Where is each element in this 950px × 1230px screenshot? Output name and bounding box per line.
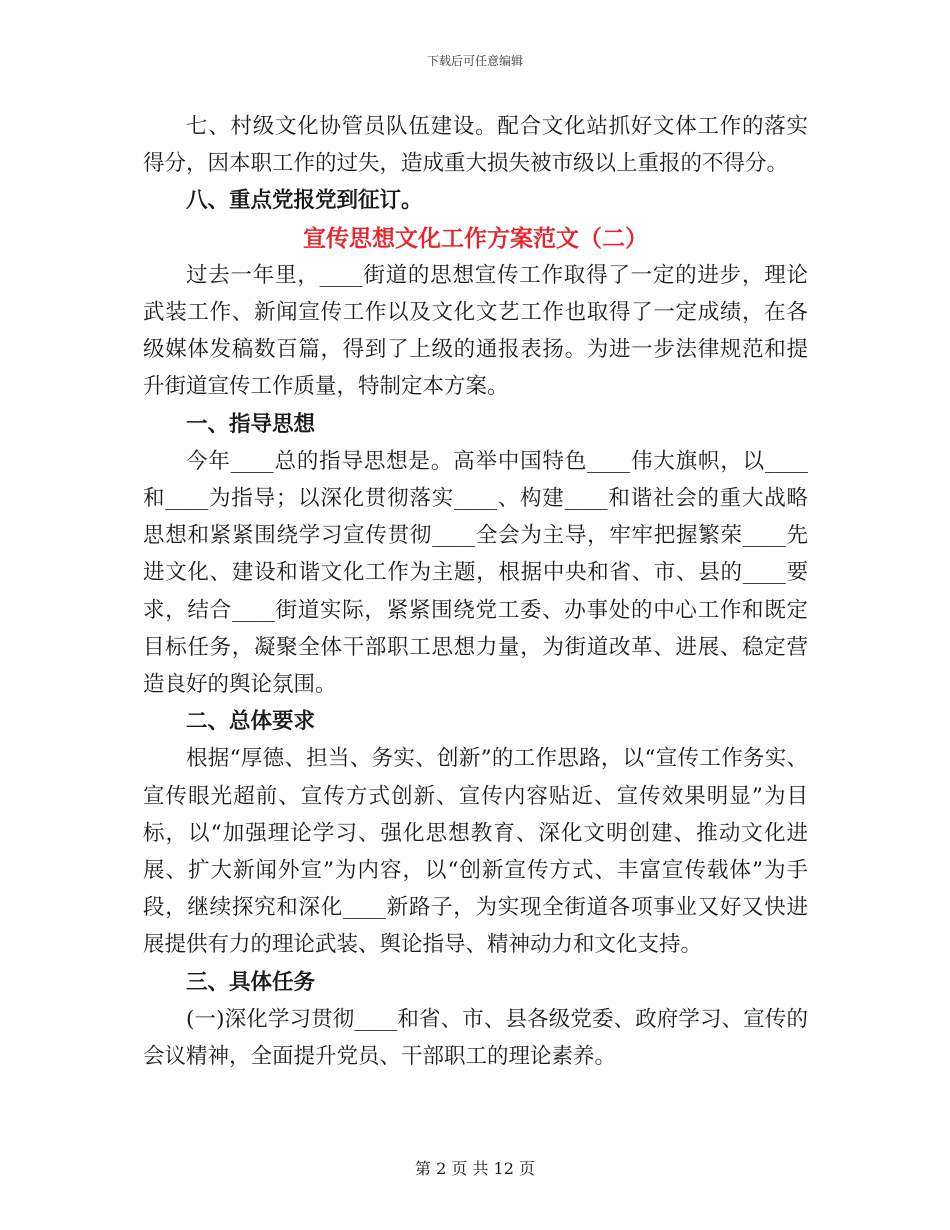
paragraph-overall-requirements: 根据“厚德、担当、务实、创新”的工作思路，以“宣传工作务实、宣传眼光超前、宣传方式创新、宣传内容贴近、宣传效果明显”为目标，以“加强理论学习、强化思想教育、深化文明创建、推动文化进展、扩大新闻外宣”为内容，以“创新宣传方式、丰富宣传载体”为手段，继续探究和深化____新路子，为实现全街道各项事业又好又快进展提供有力的理论武装、舆论指导、精神动力和文化支持。 [143,746,808,958]
paragraph-guiding-thought: 今年____总的指导思想是。高举中国特色____伟大旗帜，以____和____为指导；以深化贯彻落实____、构建____和谐社会的重大战略思想和紧紧围绕学习宣传贯彻____全会为主导，牢牢把握繁荣____先进文化、建设和谐文化工作为主题，根据中央和省、市、县的____要求，结合____街道实际，紧紧围绕党工委、办事处的中心工作和既定目标任务，凝聚全体干部职工思想力量，为街道改革、进展、稳定营造良好的舆论氛围。 [143,448,808,698]
document-body [143,108,808,1075]
paragraph-village-culture: 七、村级文化协管员队伍建设。配合文化站抓好文体工作的落实得分，因本职工作的过失，造成重大损失被市级以上重报的不得分。 [143,114,808,177]
paragraph-intro: 过去一年里，____街道的思想宣传工作取得了一定的进步，理论武装工作、新闻宣传工作以及文化文艺工作也取得了一定成绩，在各级媒体发稿数百篇，得到了上级的通报表扬。为进一步法律规范和提升街道宣传工作质量，特制定本方案。 [143,262,808,400]
paragraph-task-one: (一)深化学习贯彻____和省、市、县各级党委、政府学习、宣传的会议精神，全面提升党员、干部职工的理论素养。 [143,1006,808,1070]
heading-guiding-thought: 一、指导思想 [186,411,316,437]
heading-party-newspaper: 八、重点党报党到征订。 [186,188,423,214]
heading-specific-tasks: 三、具体任务 [186,969,316,995]
heading-overall-requirements: 二、总体要求 [186,709,316,735]
page-header: 下载后可任意编辑 [426,54,523,68]
document-title: 宣传思想文化工作方案范文（二） [303,224,648,252]
page-number: 第 2 页 共 12 页 [415,1159,535,1178]
